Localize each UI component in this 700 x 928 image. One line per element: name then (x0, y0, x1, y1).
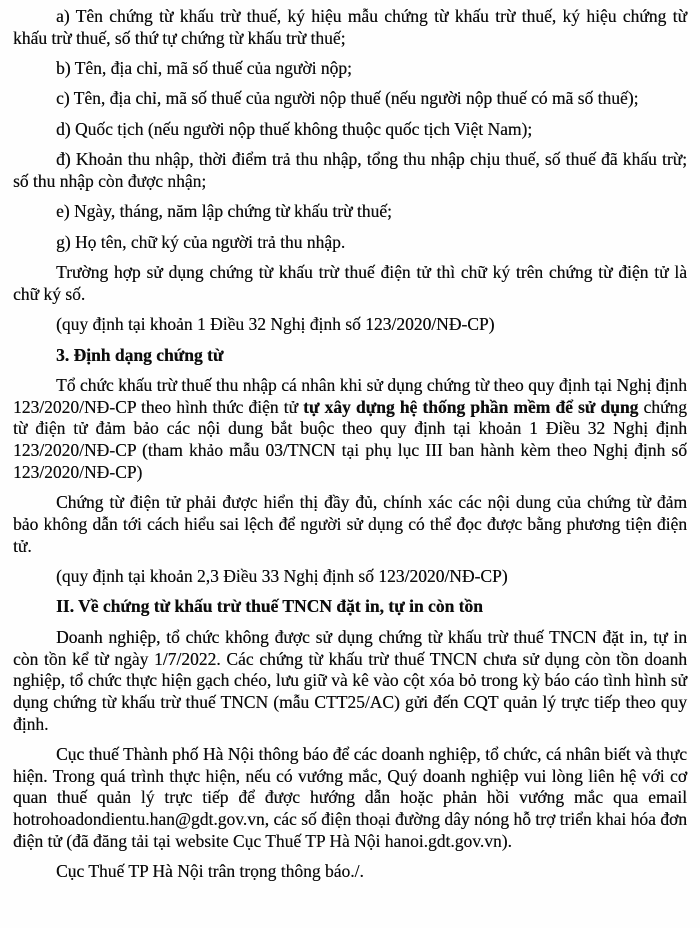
paragraph-item-c: c) Tên, địa chỉ, mã số thuế của người nộp thuế (nếu người nộp thuế có mã số thuế); (56, 88, 639, 109)
citation-article-32: (quy định tại khoản 1 Điều 32 Nghị định số 123/2020/NĐ-CP) (56, 314, 495, 335)
format-text-bold: tự xây dựng hệ thống phần mềm để sử dụng (303, 396, 639, 417)
paragraph-item-b: b) Tên, địa chỉ, mã số thuế của người nộp; (56, 58, 352, 79)
citation-article-33: (quy định tại khoản 2,3 Điều 33 Nghị định số 123/2020/NĐ-CP) (56, 566, 508, 587)
paragraph-display-requirements: Chứng từ điện tử phải được hiển thị đầy đủ, chính xác các nội dung của chứng từ đảm bảo không dẫn tới cách hiểu sai lệch để người sử dụng có thể đọc được bằng phương tiện điện tử. (13, 492, 687, 556)
format-text-post: chứng từ điện tử đảm bảo các nội dung bắt buộc theo quy định tại khoản 1 Điều 32 Nghị định 123/2020/NĐ-CP (tham khảo mẫu 03/TNCN tại phụ lục III ban hành kèm theo Nghị định số 123/2020/NĐ-CP) (13, 396, 687, 482)
section-heading-ii: II. Về chứng từ khấu trừ thuế TNCN đặt in, tự in còn tồn (56, 596, 483, 617)
paragraph-item-e: e) Ngày, tháng, năm lập chứng từ khấu trừ thuế; (56, 201, 392, 222)
paragraph-remaining-stock: Doanh nghiệp, tổ chức không được sử dụng chứng từ khấu trừ thuế TNCN đặt in, tự in còn tồn kể từ ngày 1/7/2022. Các chứng từ khấu trừ thuế TNCN chưa sử dụng còn tồn doanh nghiệp, tổ chức thực hiện gạch chéo, lưu giữ và kê vào cột xóa bỏ trong kỳ báo cáo tình hình sử dụng chứng từ khấu trừ thuế TNCN (mẫu CTT25/AC) gửi đến CQT quản lý trực tiếp theo quy định. (13, 626, 687, 734)
paragraph-contact-info: Cục thuế Thành phố Hà Nội thông báo để các doanh nghiệp, tổ chức, cá nhân biết và thực hiện. Trong quá trình thực hiện, nếu có vướng mắc, Quý doanh nghiệp vui lòng liên hệ với cơ quan thuế quản lý trực tiếp để được hướng dẫn hoặc phản hồi vướng mắc qua email hotrohoadondientu.han@gdt.gov.vn, các số điện thoại đường dây nóng hỗ trợ triển khai hóa đơn điện tử (đã đăng tải tại website Cục Thuế TP Hà Nội hanoi.gdt.gov.vn). (13, 744, 687, 851)
paragraph-item-a: a) Tên chứng từ khấu trừ thuế, ký hiệu mẫu chứng từ khấu trừ thuế, ký hiệu chứng từ khấu trừ thuế, số thứ tự chứng từ khấu trừ thuế; (13, 6, 687, 48)
paragraph-item-d: d) Quốc tịch (nếu người nộp thuế không thuộc quốc tịch Việt Nam); (56, 118, 533, 139)
format-text-pre: Tổ chức khấu trừ thuế thu nhập cá nhân khi sử dụng chứng từ theo quy định tại Nghị định 123/2020/NĐ-CP theo hình thức điện tử (13, 375, 687, 417)
section-heading-format: 3. Định dạng chứng từ (56, 344, 224, 365)
paragraph-closing: Cục Thuế TP Hà Nội trân trọng thông báo./. (56, 861, 364, 882)
paragraph-format-requirements (13, 375, 687, 484)
paragraph-item-g: g) Họ tên, chữ ký của người trả thu nhập. (56, 231, 346, 252)
paragraph-item-dd: đ) Khoản thu nhập, thời điểm trả thu nhập, tổng thu nhập chịu thuế, số thuế đã khấu trừ; số thu nhập còn được nhận; (13, 149, 687, 191)
paragraph-esignature-note: Trường hợp sử dụng chứng từ khấu trừ thuế điện tử thì chữ ký trên chứng từ điện tử là chữ ký số. (13, 262, 687, 304)
